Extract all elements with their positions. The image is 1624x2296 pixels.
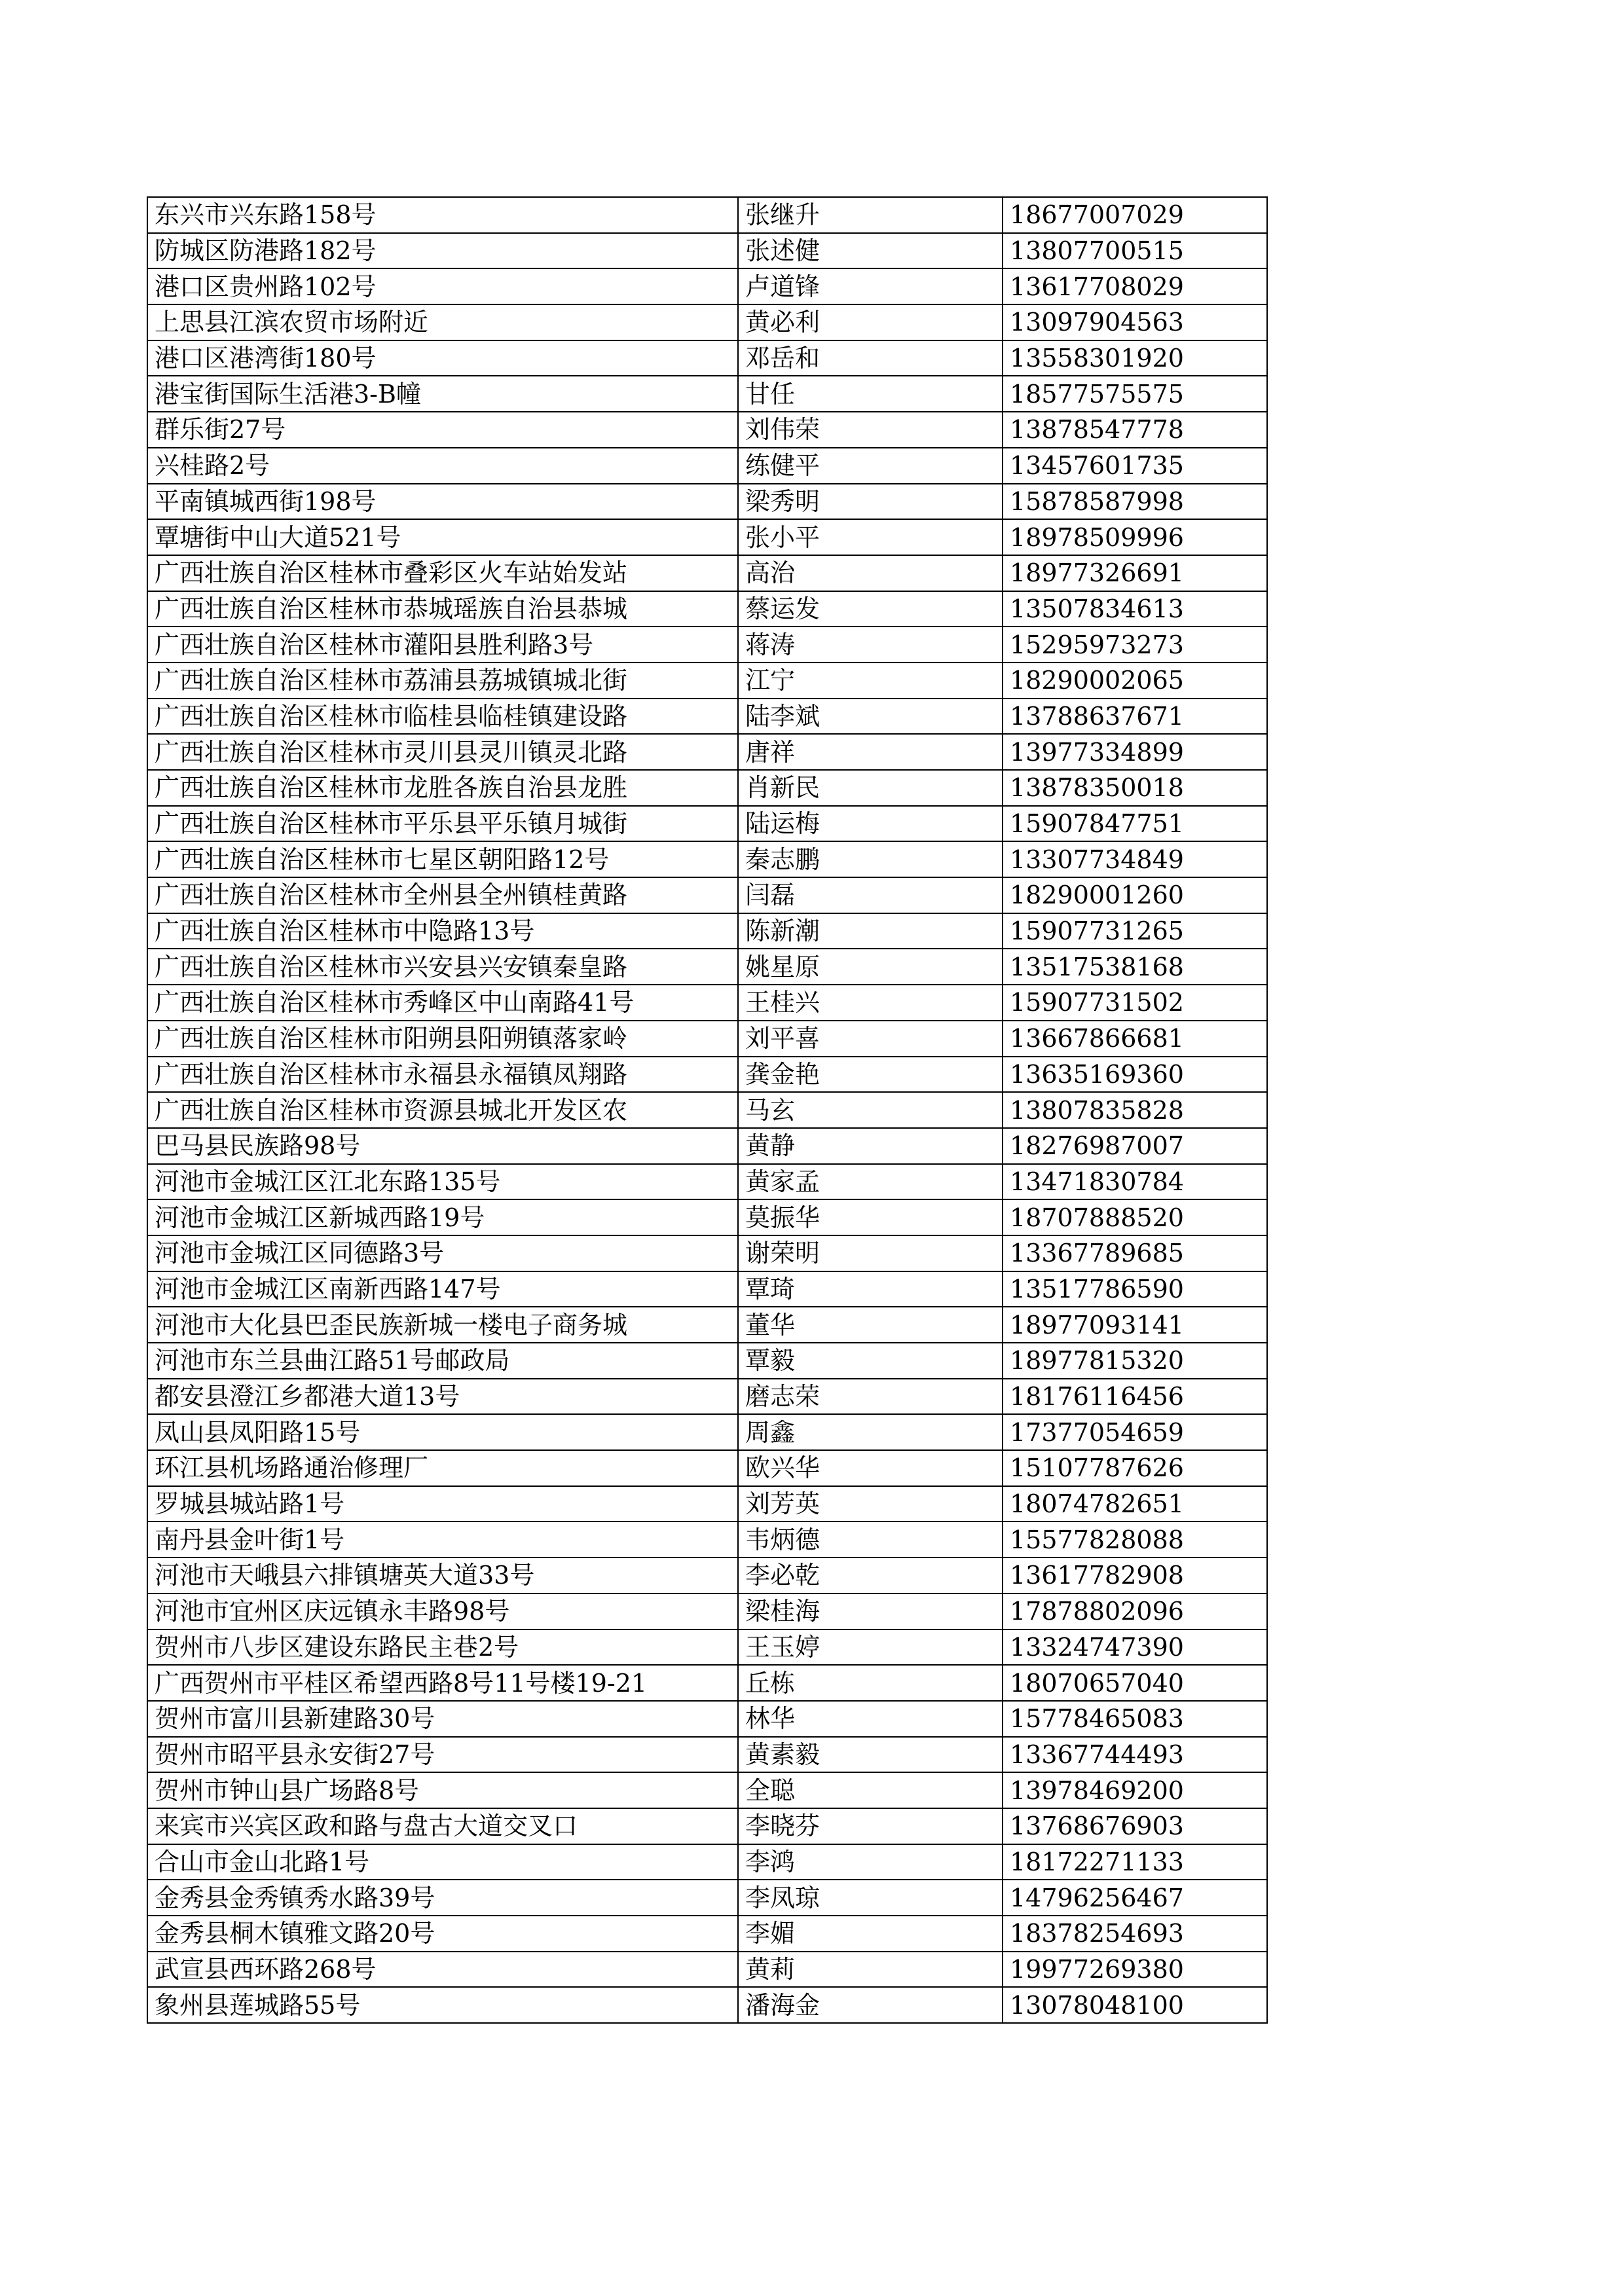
table-row (147, 1414, 1267, 1450)
table-row (147, 1486, 1267, 1522)
table-row (147, 1379, 1267, 1415)
table-body (147, 197, 1267, 2023)
phone-cell: 18172271133 (1003, 1844, 1267, 1880)
address-cell: 广西壮族自治区桂林市秀峰区中山南路41号 (147, 985, 738, 1021)
address-cell: 合山市金山北路1号 (147, 1844, 738, 1880)
table-row (147, 304, 1267, 340)
name-cell: 磨志荣 (738, 1379, 1003, 1415)
table-row (147, 412, 1267, 448)
table-row (147, 1343, 1267, 1379)
name-cell: 李媚 (738, 1916, 1003, 1952)
name-cell: 覃琦 (738, 1271, 1003, 1307)
address-cell: 广西壮族自治区桂林市灵川县灵川镇灵北路 (147, 734, 738, 770)
name-cell: 黄静 (738, 1128, 1003, 1164)
table-row (147, 1630, 1267, 1666)
table-row (147, 1952, 1267, 1988)
address-cell: 贺州市昭平县永安街27号 (147, 1737, 738, 1773)
table-row (147, 627, 1267, 663)
phone-cell: 13324747390 (1003, 1630, 1267, 1666)
phone-cell: 13617782908 (1003, 1558, 1267, 1594)
name-cell: 秦志鹏 (738, 841, 1003, 877)
phone-cell: 18577575575 (1003, 376, 1267, 412)
name-cell: 江宁 (738, 663, 1003, 699)
table-row (147, 949, 1267, 985)
name-cell: 张述健 (738, 233, 1003, 269)
table-row (147, 699, 1267, 735)
name-cell: 王桂兴 (738, 985, 1003, 1021)
phone-cell: 13807700515 (1003, 233, 1267, 269)
name-cell: 蔡运发 (738, 591, 1003, 627)
phone-cell: 18977093141 (1003, 1307, 1267, 1343)
phone-cell: 15907847751 (1003, 806, 1267, 842)
address-cell: 河池市大化县巴歪民族新城一楼电子商务城 (147, 1307, 738, 1343)
address-cell: 河池市金城江区南新西路147号 (147, 1271, 738, 1307)
name-cell: 陈新潮 (738, 913, 1003, 949)
address-cell: 广西壮族自治区桂林市全州县全州镇桂黄路 (147, 877, 738, 913)
table-row (147, 197, 1267, 233)
name-cell: 张小平 (738, 519, 1003, 555)
name-cell: 陆运梅 (738, 806, 1003, 842)
name-cell: 韦炳德 (738, 1522, 1003, 1558)
address-cell: 环江县机场路通治修理厂 (147, 1450, 738, 1486)
phone-cell: 13807835828 (1003, 1092, 1267, 1128)
phone-cell: 13307734849 (1003, 841, 1267, 877)
phone-cell: 18978509996 (1003, 519, 1267, 555)
address-cell: 河池市金城江区江北东路135号 (147, 1164, 738, 1200)
table-row (147, 233, 1267, 269)
phone-cell: 13367789685 (1003, 1235, 1267, 1271)
phone-cell: 15107787626 (1003, 1450, 1267, 1486)
table-row (147, 1092, 1267, 1128)
name-cell: 姚星原 (738, 949, 1003, 985)
contact-table (147, 196, 1268, 2024)
table-row (147, 877, 1267, 913)
table-row (147, 1235, 1267, 1271)
address-cell: 贺州市富川县新建路30号 (147, 1701, 738, 1737)
table-row (147, 555, 1267, 591)
phone-cell: 18176116456 (1003, 1379, 1267, 1415)
address-cell: 广西壮族自治区桂林市资源县城北开发区农 (147, 1092, 738, 1128)
name-cell: 林华 (738, 1701, 1003, 1737)
address-cell: 广西壮族自治区桂林市兴安县兴安镇秦皇路 (147, 949, 738, 985)
address-cell: 平南镇城西街198号 (147, 484, 738, 520)
phone-cell: 18074782651 (1003, 1486, 1267, 1522)
table-row (147, 734, 1267, 770)
name-cell: 刘伟荣 (738, 412, 1003, 448)
name-cell: 刘芳英 (738, 1486, 1003, 1522)
address-cell: 凤山县凤阳路15号 (147, 1414, 738, 1450)
table-row (147, 1772, 1267, 1808)
name-cell: 周鑫 (738, 1414, 1003, 1450)
phone-cell: 13878547778 (1003, 412, 1267, 448)
address-cell: 广西壮族自治区桂林市七星区朝阳路12号 (147, 841, 738, 877)
phone-cell: 18070657040 (1003, 1665, 1267, 1701)
address-cell: 巴马县民族路98号 (147, 1128, 738, 1164)
address-cell: 河池市金城江区同德路3号 (147, 1235, 738, 1271)
name-cell: 练健平 (738, 448, 1003, 484)
table-row (147, 841, 1267, 877)
address-cell: 河池市东兰县曲江路51号邮政局 (147, 1343, 738, 1379)
table-row (147, 1987, 1267, 2023)
address-cell: 金秀县金秀镇秀水路39号 (147, 1880, 738, 1916)
phone-cell: 13471830784 (1003, 1164, 1267, 1200)
table-row (147, 1844, 1267, 1880)
phone-cell: 19977269380 (1003, 1952, 1267, 1988)
phone-cell: 13878350018 (1003, 770, 1267, 806)
phone-cell: 13768676903 (1003, 1808, 1267, 1844)
table-row (147, 519, 1267, 555)
phone-cell: 13978469200 (1003, 1772, 1267, 1808)
phone-cell: 15907731265 (1003, 913, 1267, 949)
name-cell: 梁桂海 (738, 1594, 1003, 1630)
name-cell: 黄家孟 (738, 1164, 1003, 1200)
address-cell: 港口区港湾街180号 (147, 340, 738, 376)
table-row (147, 663, 1267, 699)
table-row (147, 591, 1267, 627)
address-cell: 广西壮族自治区桂林市龙胜各族自治县龙胜 (147, 770, 738, 806)
address-cell: 贺州市钟山县广场路8号 (147, 1772, 738, 1808)
name-cell: 马玄 (738, 1092, 1003, 1128)
table-row (147, 1271, 1267, 1307)
name-cell: 潘海金 (738, 1987, 1003, 2023)
name-cell: 陆李斌 (738, 699, 1003, 735)
address-cell: 广西壮族自治区桂林市平乐县平乐镇月城街 (147, 806, 738, 842)
name-cell: 欧兴华 (738, 1450, 1003, 1486)
name-cell: 蒋涛 (738, 627, 1003, 663)
name-cell: 邓岳和 (738, 340, 1003, 376)
phone-cell: 15907731502 (1003, 985, 1267, 1021)
table-row (147, 985, 1267, 1021)
phone-cell: 13507834613 (1003, 591, 1267, 627)
name-cell: 张继升 (738, 197, 1003, 233)
address-cell: 广西贺州市平桂区希望西路8号11号楼19-21 (147, 1665, 738, 1701)
name-cell: 李鸿 (738, 1844, 1003, 1880)
name-cell: 刘平喜 (738, 1021, 1003, 1057)
name-cell: 谢荣明 (738, 1235, 1003, 1271)
address-cell: 广西壮族自治区桂林市荔浦县荔城镇城北街 (147, 663, 738, 699)
phone-cell: 18276987007 (1003, 1128, 1267, 1164)
phone-cell: 14796256467 (1003, 1880, 1267, 1916)
phone-cell: 13558301920 (1003, 340, 1267, 376)
phone-cell: 18378254693 (1003, 1916, 1267, 1952)
address-cell: 东兴市兴东路158号 (147, 197, 738, 233)
phone-cell: 15295973273 (1003, 627, 1267, 663)
address-cell: 罗城县城站路1号 (147, 1486, 738, 1522)
table-row (147, 340, 1267, 376)
table-row (147, 806, 1267, 842)
name-cell: 唐祥 (738, 734, 1003, 770)
phone-cell: 18707888520 (1003, 1199, 1267, 1235)
address-cell: 广西壮族自治区桂林市临桂县临桂镇建设路 (147, 699, 738, 735)
address-cell: 上思县江滨农贸市场附近 (147, 304, 738, 340)
name-cell: 甘任 (738, 376, 1003, 412)
table-row (147, 1307, 1267, 1343)
phone-cell: 13788637671 (1003, 699, 1267, 735)
name-cell: 高治 (738, 555, 1003, 591)
address-cell: 都安县澄江乡都港大道13号 (147, 1379, 738, 1415)
address-cell: 河池市天峨县六排镇塘英大道33号 (147, 1558, 738, 1594)
phone-cell: 13977334899 (1003, 734, 1267, 770)
name-cell: 李晓芬 (738, 1808, 1003, 1844)
table-row (147, 376, 1267, 412)
table-row (147, 1701, 1267, 1737)
table-row (147, 1164, 1267, 1200)
table-row (147, 1522, 1267, 1558)
phone-cell: 17377054659 (1003, 1414, 1267, 1450)
table-row (147, 1021, 1267, 1057)
address-cell: 防城区防港路182号 (147, 233, 738, 269)
table-row (147, 1057, 1267, 1093)
name-cell: 黄莉 (738, 1952, 1003, 1988)
table-row (147, 1880, 1267, 1916)
table-row (147, 770, 1267, 806)
address-cell: 河池市宜州区庆远镇永丰路98号 (147, 1594, 738, 1630)
address-cell: 河池市金城江区新城西路19号 (147, 1199, 738, 1235)
phone-cell: 18677007029 (1003, 197, 1267, 233)
name-cell: 莫振华 (738, 1199, 1003, 1235)
table-row (147, 1737, 1267, 1773)
name-cell: 闫磊 (738, 877, 1003, 913)
phone-cell: 15878587998 (1003, 484, 1267, 520)
address-cell: 港宝街国际生活港3-B幢 (147, 376, 738, 412)
address-cell: 广西壮族自治区桂林市中隐路13号 (147, 913, 738, 949)
address-cell: 来宾市兴宾区政和路与盘古大道交叉口 (147, 1808, 738, 1844)
address-cell: 群乐街27号 (147, 412, 738, 448)
address-cell: 广西壮族自治区桂林市阳朔县阳朔镇落家岭 (147, 1021, 738, 1057)
table-row (147, 913, 1267, 949)
name-cell: 王玉婷 (738, 1630, 1003, 1666)
address-cell: 港口区贵州路102号 (147, 268, 738, 304)
table-row (147, 1450, 1267, 1486)
name-cell: 董华 (738, 1307, 1003, 1343)
table-row (147, 448, 1267, 484)
phone-cell: 15778465083 (1003, 1701, 1267, 1737)
phone-cell: 13078048100 (1003, 1987, 1267, 2023)
table-row (147, 1594, 1267, 1630)
table-row (147, 1808, 1267, 1844)
name-cell: 丘栋 (738, 1665, 1003, 1701)
address-cell: 象州县莲城路55号 (147, 1987, 738, 2023)
phone-cell: 13367744493 (1003, 1737, 1267, 1773)
table-row (147, 1665, 1267, 1701)
table-row (147, 484, 1267, 520)
name-cell: 梁秀明 (738, 484, 1003, 520)
address-cell: 广西壮族自治区桂林市恭城瑶族自治县恭城 (147, 591, 738, 627)
phone-cell: 13667866681 (1003, 1021, 1267, 1057)
name-cell: 覃毅 (738, 1343, 1003, 1379)
phone-cell: 13617708029 (1003, 268, 1267, 304)
table-row (147, 1558, 1267, 1594)
phone-cell: 18290001260 (1003, 877, 1267, 913)
address-cell: 南丹县金叶街1号 (147, 1522, 738, 1558)
name-cell: 黄必利 (738, 304, 1003, 340)
phone-cell: 13517786590 (1003, 1271, 1267, 1307)
phone-cell: 13457601735 (1003, 448, 1267, 484)
phone-cell: 17878802096 (1003, 1594, 1267, 1630)
name-cell: 龚金艳 (738, 1057, 1003, 1093)
phone-cell: 18977815320 (1003, 1343, 1267, 1379)
name-cell: 肖新民 (738, 770, 1003, 806)
name-cell: 黄素毅 (738, 1737, 1003, 1773)
phone-cell: 13097904563 (1003, 304, 1267, 340)
table-row (147, 1128, 1267, 1164)
address-cell: 兴桂路2号 (147, 448, 738, 484)
name-cell: 全聪 (738, 1772, 1003, 1808)
table-row (147, 1916, 1267, 1952)
phone-cell: 13635169360 (1003, 1057, 1267, 1093)
phone-cell: 15577828088 (1003, 1522, 1267, 1558)
phone-cell: 13517538168 (1003, 949, 1267, 985)
address-cell: 贺州市八步区建设东路民主巷2号 (147, 1630, 738, 1666)
phone-cell: 18977326691 (1003, 555, 1267, 591)
address-cell: 武宣县西环路268号 (147, 1952, 738, 1988)
table-row (147, 1199, 1267, 1235)
address-cell: 广西壮族自治区桂林市叠彩区火车站始发站 (147, 555, 738, 591)
address-cell: 广西壮族自治区桂林市永福县永福镇凤翔路 (147, 1057, 738, 1093)
name-cell: 卢道锋 (738, 268, 1003, 304)
name-cell: 李凤琼 (738, 1880, 1003, 1916)
name-cell: 李必乾 (738, 1558, 1003, 1594)
address-cell: 金秀县桐木镇雅文路20号 (147, 1916, 738, 1952)
table-row (147, 268, 1267, 304)
phone-cell: 18290002065 (1003, 663, 1267, 699)
address-cell: 广西壮族自治区桂林市灌阳县胜利路3号 (147, 627, 738, 663)
address-cell: 覃塘街中山大道521号 (147, 519, 738, 555)
